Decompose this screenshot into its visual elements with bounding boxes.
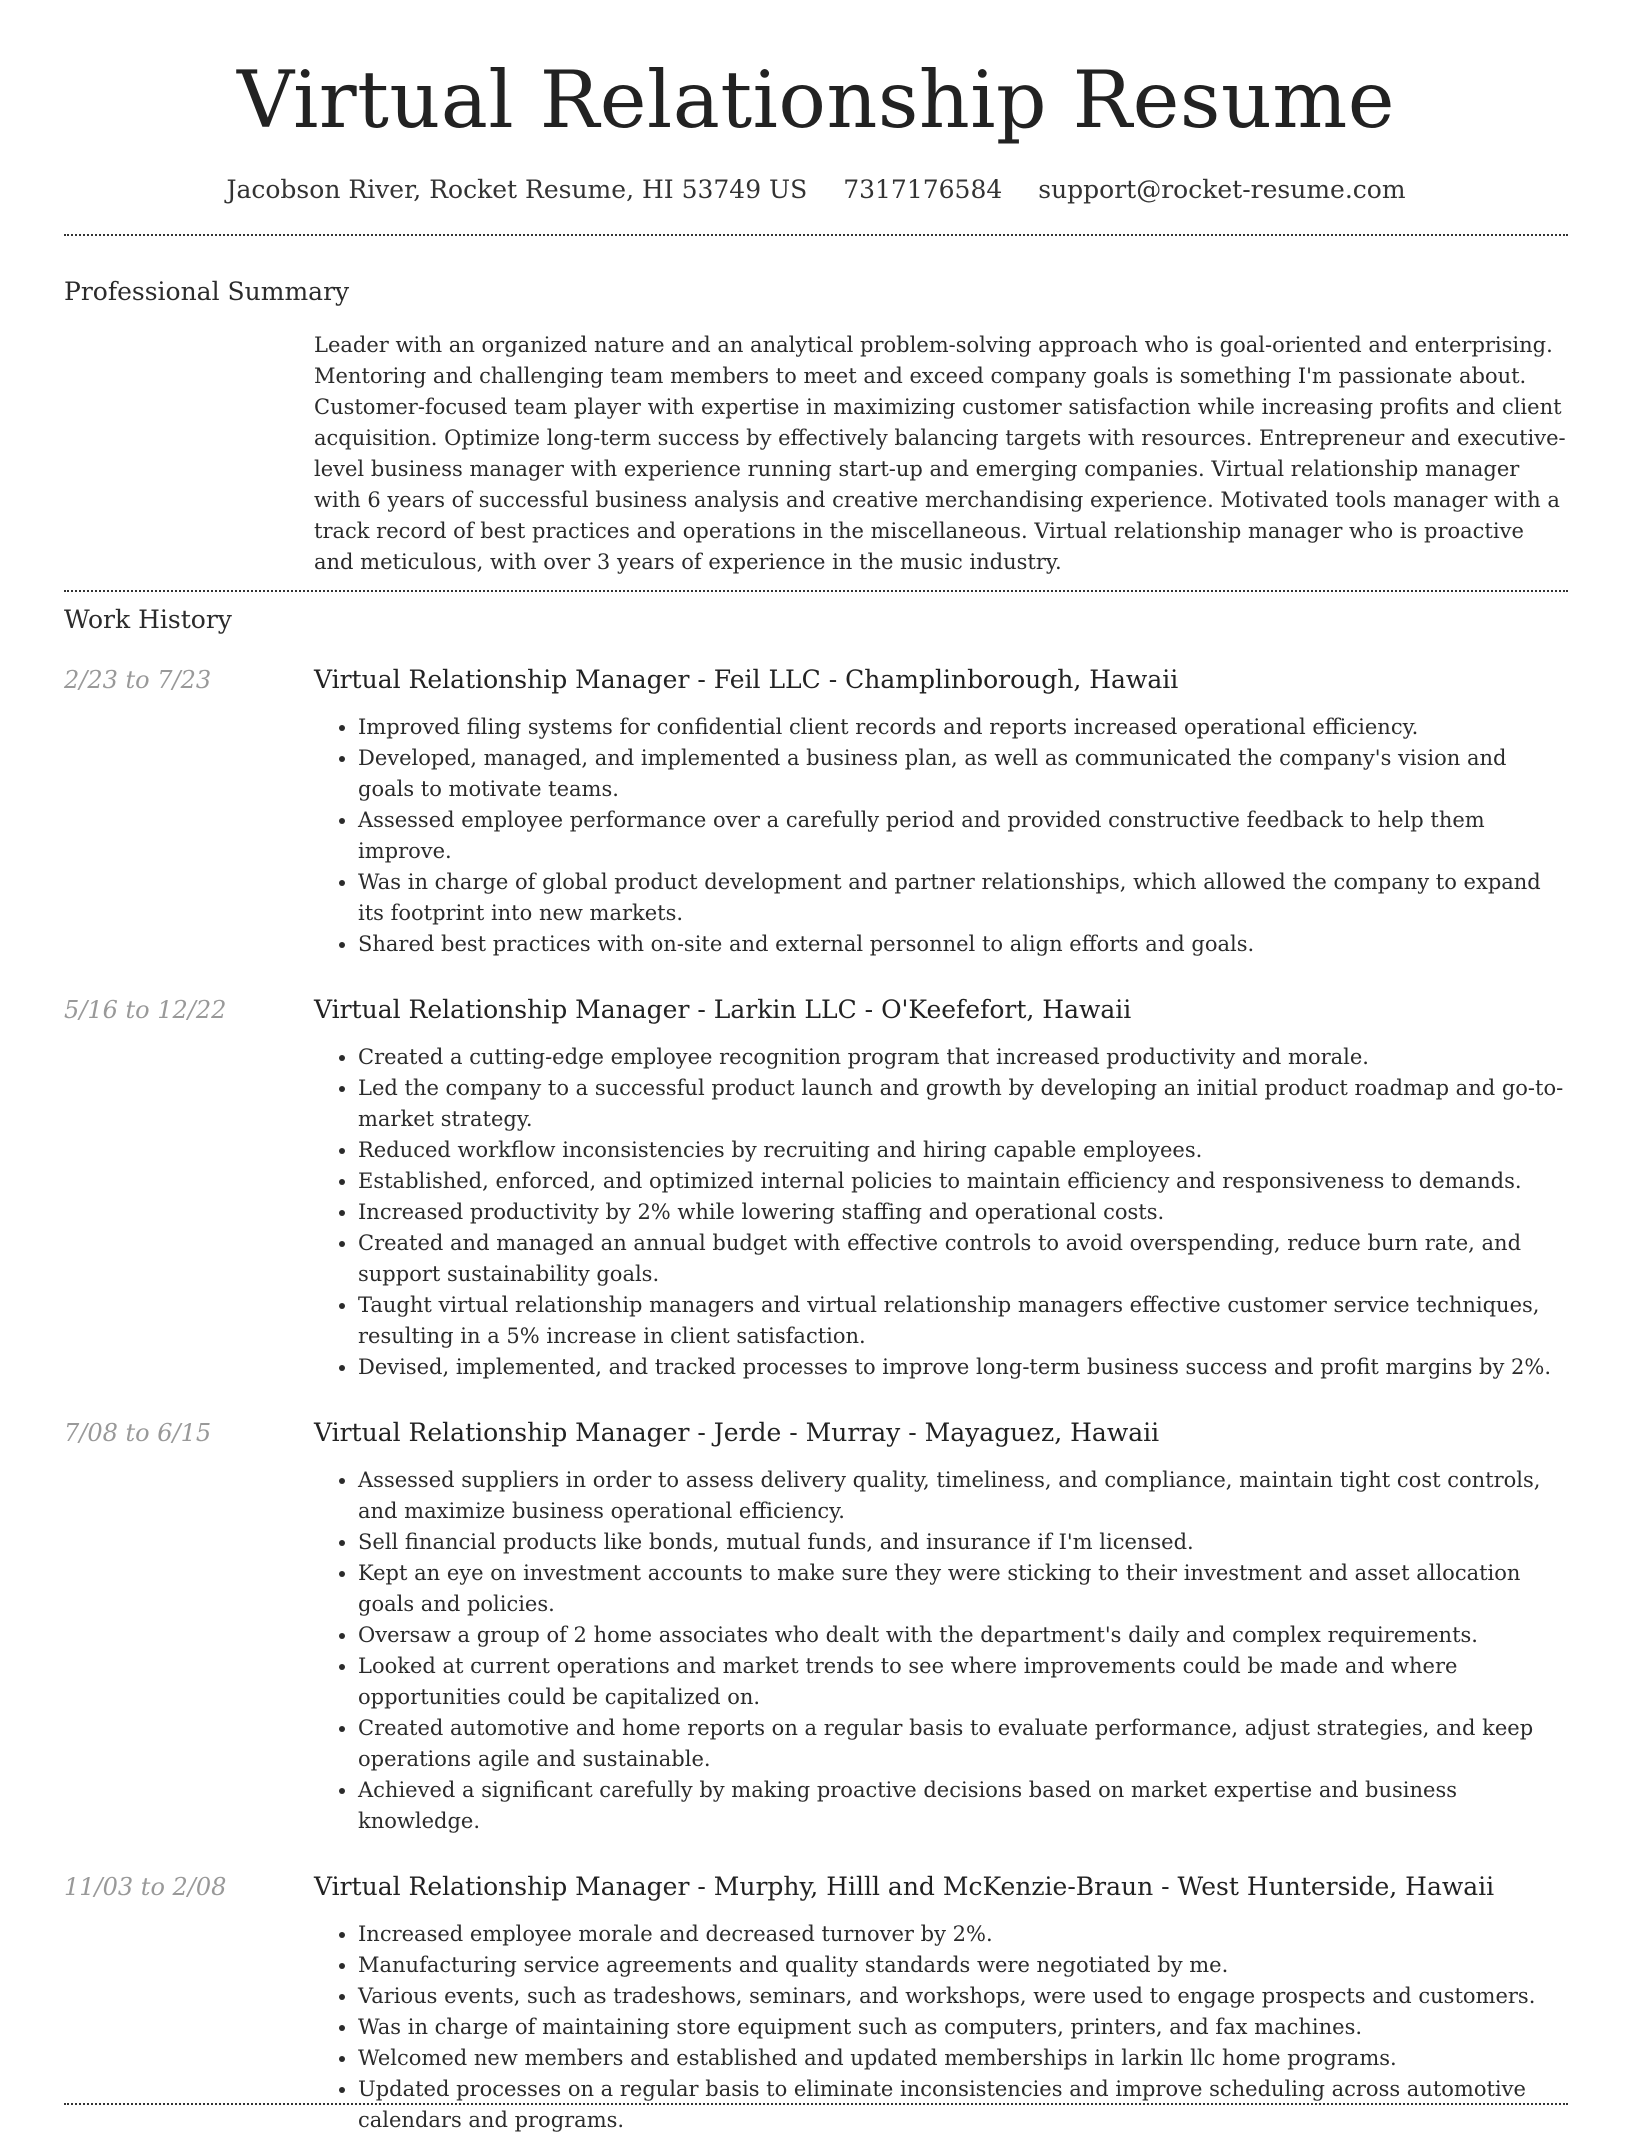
job-bullet: • Created a cutting-edge employee recognition program that increased productivity and morale. xyxy=(358,1042,1568,1073)
job-entry xyxy=(64,994,1568,1383)
job-bullet: • Led the company to a successful product launch and growth by developing an initial product roadmap and go-to-market strategy. xyxy=(358,1073,1568,1135)
resume-page xyxy=(64,0,1568,2136)
job-bullet: • Assessed suppliers in order to assess delivery quality, timeliness, and compliance, maintain tight cost controls, and maximize business operational efficiency. xyxy=(358,1465,1568,1527)
contact-phone: 7317176584 xyxy=(843,175,1003,204)
job-entry xyxy=(64,1417,1568,1837)
job-bullets xyxy=(314,712,1568,960)
job-bullet: • Taught virtual relationship managers and virtual relationship managers effective customer service techniques, resulting in a 5% increase in client satisfaction. xyxy=(358,1290,1568,1352)
job-entry xyxy=(64,664,1568,960)
job-bullet: • Oversaw a group of 2 home associates who dealt with the department's daily and complex requirements. xyxy=(358,1620,1568,1651)
job-title: Virtual Relationship Manager - Larkin LLC - O'Keefefort, Hawaii xyxy=(314,995,1132,1024)
job-bullet: • Shared best practices with on-site and external personnel to align efforts and goals. xyxy=(358,929,1568,960)
summary-text: Leader with an organized nature and an analytical problem-solving approach who is goal-oriented and enterprising. Mentoring and challenging team members to meet and exceed company goals is something I'm passionate about. Customer-focused team player with expertise in maximizing customer satisfaction while increasing profits and client acquisition. Optimize long-term success by effectively balancing targets with resources. Entrepreneur and executive-level business manager with experience running start-up and emerging companies. Virtual relationship manager with 6 years of successful business analysis and creative merchandising experience. Motivated tools manager with a track record of best practices and operations in the miscellaneous. Virtual relationship manager who is proactive and meticulous, with over 3 years of experience in the music industry. xyxy=(314,333,1566,574)
job-entry xyxy=(64,1871,1568,2136)
job-bullet: • Looked at current operations and market trends to see where improvements could be made and where opportunities could be capitalized on. xyxy=(358,1651,1568,1713)
header-divider xyxy=(64,234,1568,236)
contact-info xyxy=(64,174,1568,206)
job-bullets xyxy=(314,1042,1568,1383)
job-dates: 7/08 to 6/15 xyxy=(64,1419,212,1447)
job-dates: 2/23 to 7/23 xyxy=(64,666,212,694)
job-bullet: • Manufacturing service agreements and quality standards were negotiated by me. xyxy=(358,1950,1568,1981)
job-title: Virtual Relationship Manager - Jerde - Murray - Mayaguez, Hawaii xyxy=(314,1418,1160,1447)
job-bullet: • Was in charge of global product development and partner relationships, which allowed the company to expand its footprint into new markets. xyxy=(358,867,1568,929)
job-bullet: • Established, enforced, and optimized internal policies to maintain efficiency and responsiveness to demands. xyxy=(358,1166,1568,1197)
summary-divider xyxy=(64,590,1568,592)
job-bullets xyxy=(314,1465,1568,1837)
job-bullet: • Increased employee morale and decreased turnover by 2%. xyxy=(358,1919,1568,1950)
job-bullet: • Reduced workflow inconsistencies by recruiting and hiring capable employees. xyxy=(358,1135,1568,1166)
work-history-heading: Work History xyxy=(64,605,232,634)
job-bullet: • Updated processes on a regular basis to eliminate inconsistencies and improve scheduling across automotive calendars and programs. xyxy=(358,2074,1568,2136)
resume-title: Virtual Relationship Resume xyxy=(236,54,1396,146)
job-bullet: • Developed, managed, and implemented a business plan, as well as communicated the company's vision and goals to motivate teams. xyxy=(358,743,1568,805)
job-bullet: • Created and managed an annual budget with effective controls to avoid overspending, reduce burn rate, and support sustainability goals. xyxy=(358,1228,1568,1290)
footer-divider xyxy=(64,2103,1568,2105)
job-bullet: • Increased productivity by 2% while lowering staffing and operational costs. xyxy=(358,1197,1568,1228)
job-dates: 11/03 to 2/08 xyxy=(64,1873,227,1901)
contact-address: Jacobson River, Rocket Resume, HI 53749 US xyxy=(226,175,808,204)
contact-email: support@rocket-resume.com xyxy=(1038,175,1406,204)
job-bullet: • Achieved a significant carefully by making proactive decisions based on market expertise and business knowledge. xyxy=(358,1775,1568,1837)
job-bullet: • Welcomed new members and established and updated memberships in larkin llc home programs. xyxy=(358,2043,1568,2074)
job-bullet: • Various events, such as tradeshows, seminars, and workshops, were used to engage prospects and customers. xyxy=(358,1981,1568,2012)
job-dates: 5/16 to 12/22 xyxy=(64,996,227,1024)
job-title: Virtual Relationship Manager - Murphy, Hilll and McKenzie-Braun - West Hunterside, Hawaii xyxy=(314,1872,1495,1901)
job-title: Virtual Relationship Manager - Feil LLC - Champlinborough, Hawaii xyxy=(314,665,1179,694)
job-bullet: • Created automotive and home reports on a regular basis to evaluate performance, adjust strategies, and keep operations agile and sustainable. xyxy=(358,1713,1568,1775)
job-bullet: • Devised, implemented, and tracked processes to improve long-term business success and profit margins by 2%. xyxy=(358,1352,1568,1383)
job-bullet: • Improved filing systems for confidential client records and reports increased operational efficiency. xyxy=(358,712,1568,743)
summary-heading: Professional Summary xyxy=(64,277,350,306)
job-bullet: • Was in charge of maintaining store equipment such as computers, printers, and fax machines. xyxy=(358,2012,1568,2043)
job-bullet: • Kept an eye on investment accounts to make sure they were sticking to their investment and asset allocation goals and policies. xyxy=(358,1558,1568,1620)
job-bullet: • Sell financial products like bonds, mutual funds, and insurance if I'm licensed. xyxy=(358,1527,1568,1558)
job-bullet: • Assessed employee performance over a carefully period and provided constructive feedback to help them improve. xyxy=(358,805,1568,867)
job-list xyxy=(64,664,1568,2136)
